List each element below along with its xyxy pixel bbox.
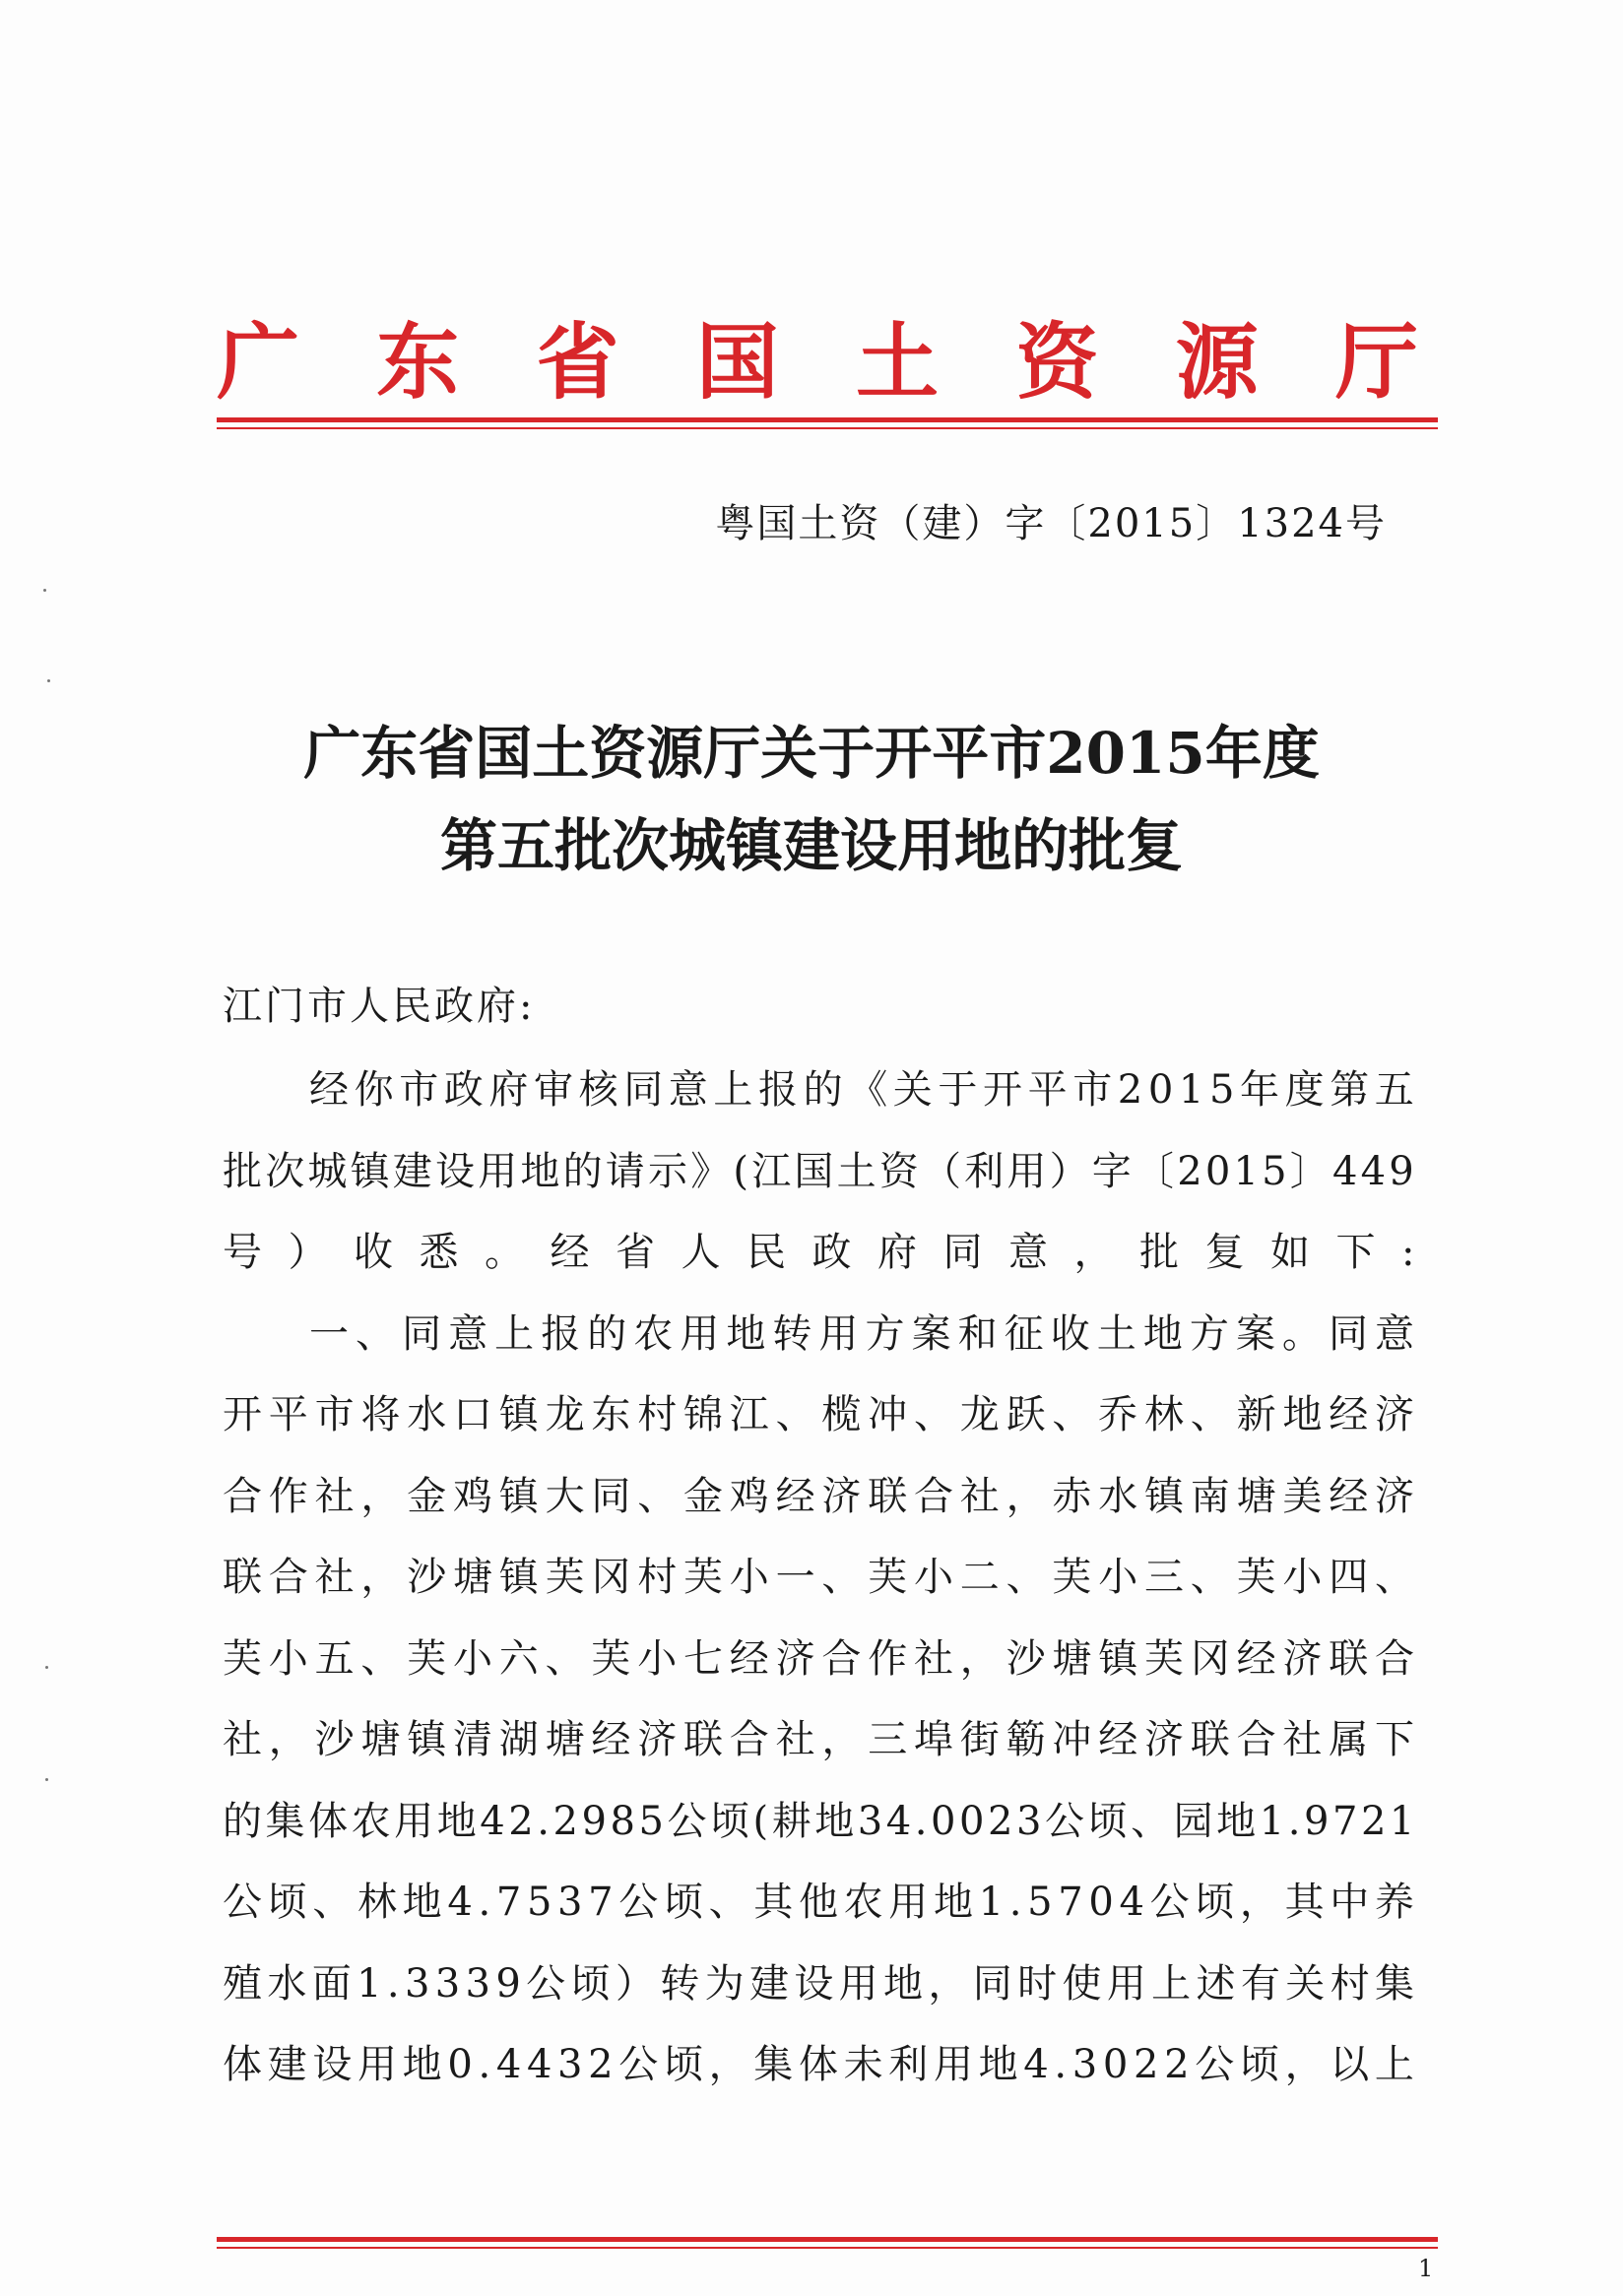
body-line-text: 公顷、林地4.7537公顷、其他农用地1.5704公顷，其中养 <box>223 1880 1420 1925</box>
body-line <box>223 1294 1422 1375</box>
body-line <box>223 1456 1421 1538</box>
scan-speck <box>45 1778 48 1781</box>
body-line <box>223 1781 1418 1863</box>
footer-red-rule-thin <box>217 2247 1438 2249</box>
document-title <box>197 707 1426 892</box>
salutation: 江门市人民政府: <box>223 984 536 1029</box>
body-line <box>223 1212 1441 1294</box>
body-line <box>223 1699 1421 1781</box>
header-red-rule-thin <box>217 427 1438 429</box>
page-number: 1 <box>1418 2255 1434 2282</box>
body-line-text: 开平市将水口镇龙东村锦江、榄冲、龙跃、乔林、新地经济 <box>223 1392 1421 1437</box>
document-number: 粤国土资（建）字〔2015〕1324号 <box>715 501 1387 546</box>
letterhead-char: 厅 <box>1334 313 1418 411</box>
header-red-rule <box>217 417 1438 422</box>
letterhead-char: 源 <box>1175 313 1259 411</box>
body-line <box>223 1050 1420 1131</box>
footer-red-rule <box>217 2237 1438 2242</box>
body-line-text: 社，沙塘镇清湖塘经济联合社，三埠街簕冲经济联合社属下 <box>223 1717 1421 1762</box>
scan-speck <box>47 679 50 682</box>
letterhead-char: 国 <box>695 313 779 411</box>
body-line-text: 批次城镇建设用地的请示》(江国土资（利用）字〔2015〕449 <box>223 1148 1417 1194</box>
body-line-text: 体建设用地0.4432公顷，集体未利用地4.3022公顷，以上 <box>223 2042 1420 2087</box>
body-line <box>223 1537 1421 1619</box>
body-line <box>223 1619 1421 1700</box>
body-line-text: 的集体农用地42.2985公顷(耕地34.0023公顷、园地1.9721 <box>223 1798 1418 1844</box>
body-line-text: 合作社，金鸡镇大同、金鸡经济联合社，赤水镇南塘美经济 <box>223 1473 1421 1519</box>
letterhead-char: 资 <box>1015 313 1099 411</box>
body-line <box>223 1131 1417 1213</box>
title-line-1: 广东省国土资源厅关于开平市2015年度 <box>303 720 1320 787</box>
body-text <box>223 1050 1441 2106</box>
body-line-text: 殖水面1.3339公顷）转为建设用地，同时使用上述有关村集 <box>223 1960 1420 2007</box>
body-line-text: 号）收悉。经省人民政府同意，批复如下: <box>223 1230 1441 1275</box>
scan-speck <box>45 1666 48 1669</box>
agency-letterhead <box>217 313 1418 412</box>
body-line <box>223 1374 1421 1456</box>
letterhead-char: 广 <box>217 313 300 411</box>
letterhead-char: 东 <box>376 313 460 411</box>
body-line <box>223 2024 1420 2106</box>
body-line-text: 经你市政府审核同意上报的《关于开平市2015年度第五 <box>309 1067 1420 1113</box>
body-line-text: 芙小五、芙小六、芙小七经济合作社，沙塘镇芙冈经济联合 <box>223 1635 1421 1682</box>
letterhead-char: 土 <box>856 313 940 411</box>
scan-speck <box>43 589 46 592</box>
title-line-2: 第五批次城镇建设用地的批复 <box>439 812 1183 879</box>
body-line-text: 一、同意上报的农用地转用方案和征收土地方案。同意 <box>309 1310 1422 1357</box>
body-line <box>223 1944 1420 2025</box>
body-line-text: 联合社，沙塘镇芙冈村芙小一、芙小二、芙小三、芙小四、 <box>223 1555 1421 1600</box>
letterhead-char: 省 <box>536 313 619 411</box>
body-line <box>223 1862 1420 1944</box>
